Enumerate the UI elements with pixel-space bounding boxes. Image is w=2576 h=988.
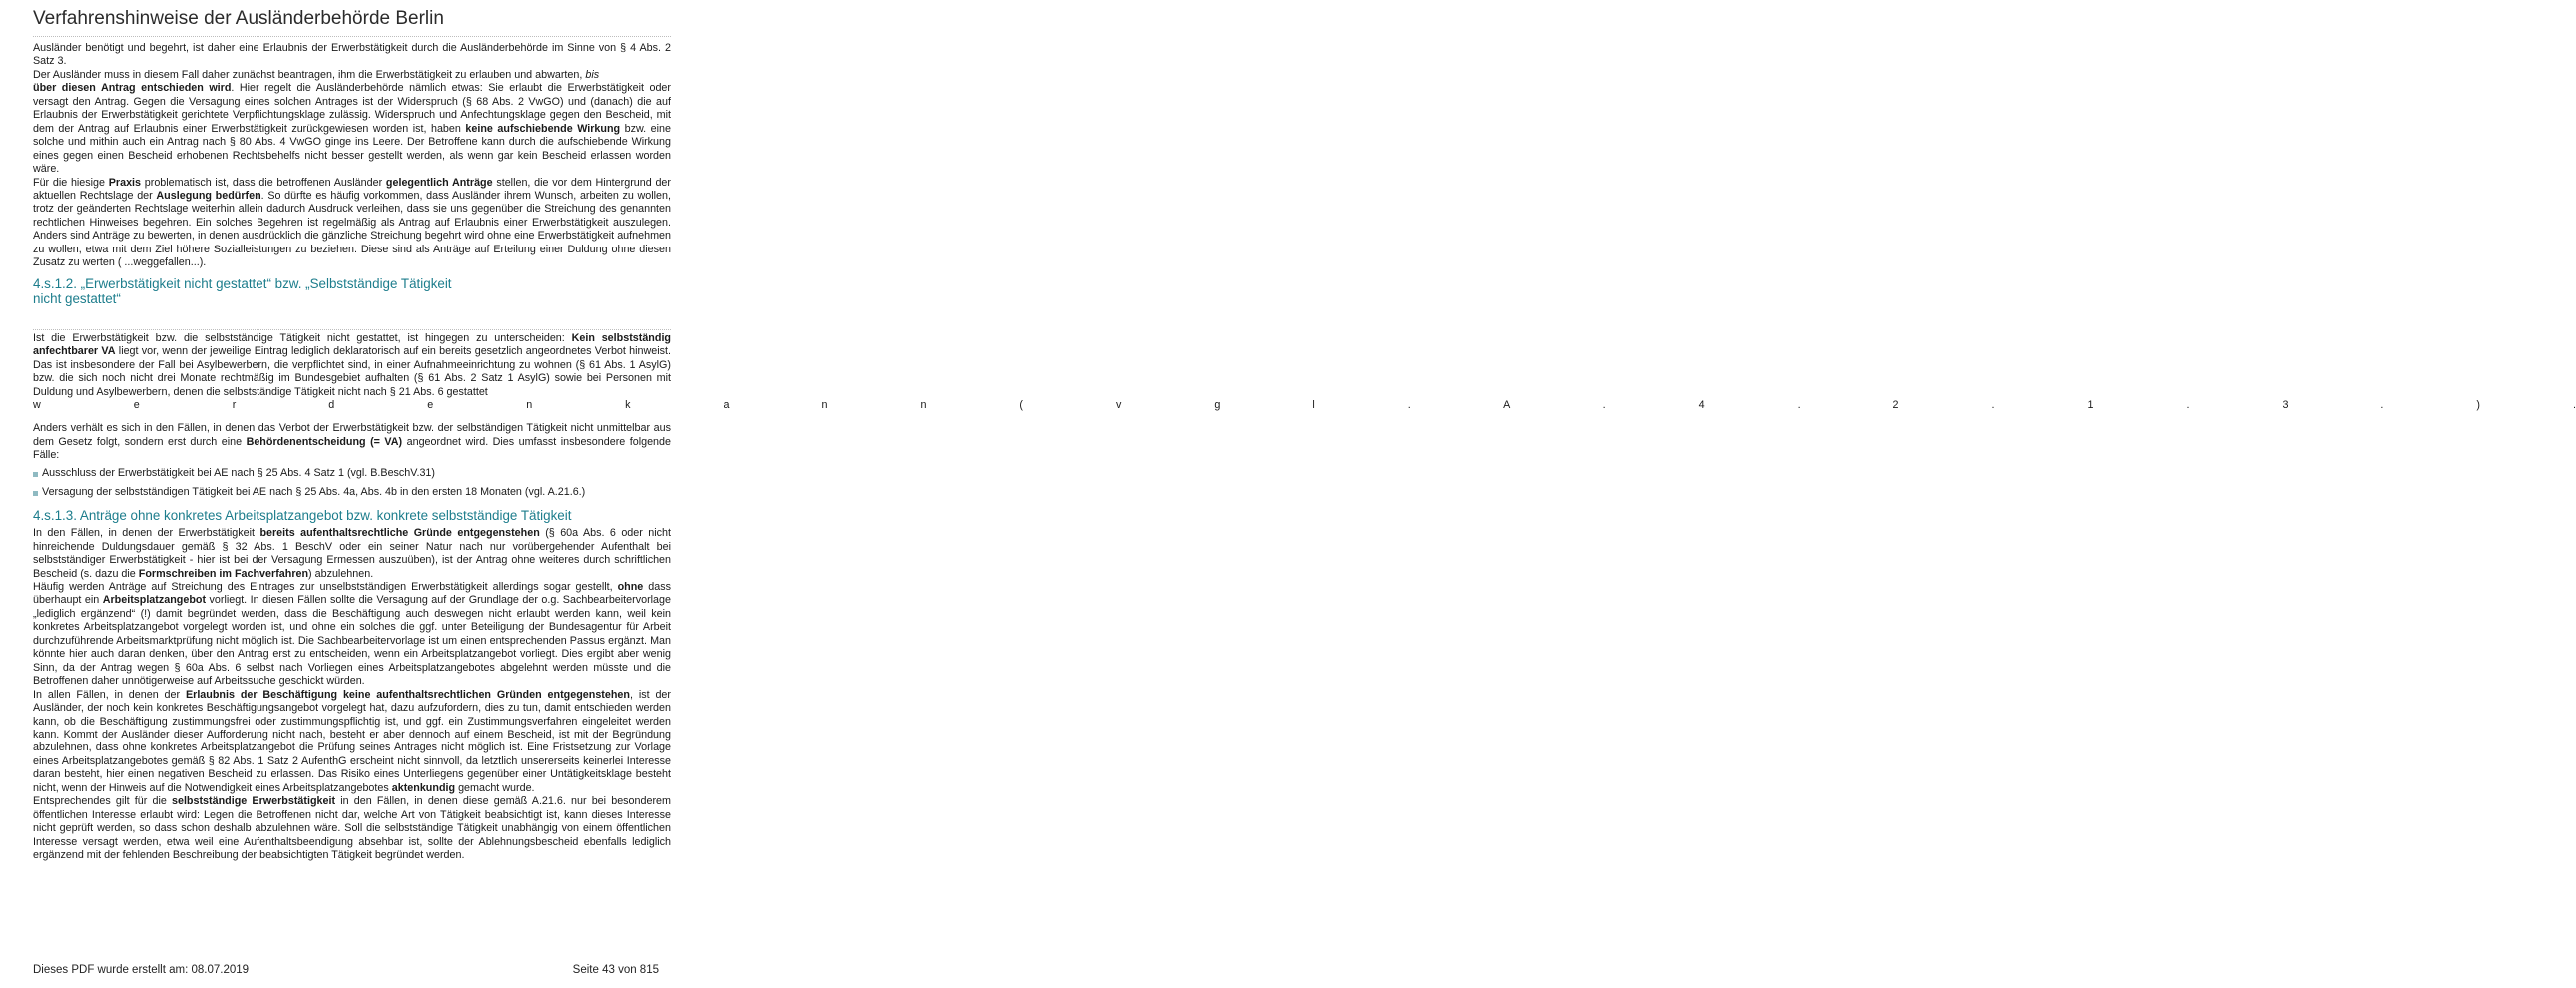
section-divider [33, 329, 671, 330]
page-number: Seite 43 von 815 [572, 964, 659, 976]
page-footer [33, 964, 659, 976]
section-heading-4s12: 4.s.1.2. „Erwerbstätigkeit nicht gestattet“ bzw. „Selbstständige Tätigkeit nicht gestattet“ [33, 275, 452, 307]
paragraph-8: In allen Fällen, in denen der Erlaubnis der Beschäftigung keine aufenthaltsrechtlichen Gründen entgegenstehen, ist der Ausländer, der noch kein konkretes Beschäftigungsangebot vorgelegt hat, dazu aufzufordern, dies zu tun, damit entschieden werden kann, ob die Beschäftigung zustimmungsfrei oder zustimmungspflichtig ist, und ggf. ein Zustimmungsverfahren eingeleitet werden kann. Kommt der Ausländer dieser Aufforderung nicht nach, besteht er aber dennoch auf einem Bescheid, ist mit der Begründung abzulehnen, dass ohne konkretes Arbeitsplatzangebot die Prüfung seines Antrages nicht möglich ist. Eine Fristsetzung zur Vorlage eines Arbeitsplatzangebotes gemäß § 82 Abs. 1 Satz 2 AufenthG erscheint nicht sinnvoll, da letztlich unsererseits keinerlei Interesse daran besteht, hier einen negativen Bescheid zu erlassen. Das Risiko eines Unterliegens gegenüber einer Untätigkeitsklage besteht nicht, wenn der Hinweis auf die Notwendigkeit eines Arbeitsplatzangebotes aktenkundig gemacht wurde. [33, 688, 671, 794]
paragraph-4: Ist die Erwerbstätigkeit bzw. die selbstständige Tätigkeit nicht gestattet, ist hingegen zu unterscheiden: Kein selbstständig anfechtbarer VA liegt vor, wenn der jeweilige Eintrag lediglich deklaratorisch auf ein bereits gesetzlich angeordnetes Verbot hinweist. Das ist insbesondere der Fall bei Asylbewerbern, die verpflichtet sind, in einer Aufnahmeeinrichtung zu wohnen (§ 61 Abs. 1 AsylG) bzw. die sich noch nicht drei Monate rechtmäßig im Bundesgebiet aufhalten (§ 61 Abs. 2 Satz 1 AsylG) sowie bei Personen mit Duldung und Asylbewerbern, denen die selbstständige Tätigkeit nicht nach § 21 Abs. 6 gestattet [33, 331, 671, 398]
section-heading-4s13: 4.s.1.3. Anträge ohne konkretes Arbeitsplatzangebot bzw. konkrete selbstständige Tätigkeit [33, 507, 572, 523]
paragraph-3: Für die hiesige Praxis problematisch ist, dass die betroffenen Ausländer gelegentlich Anträge stellen, die vor dem Hintergrund der aktuellen Rechtslage der Auslegung bedürfen. So dürfte es häufig vorkommen, dass Ausländer ihrem Wunsch, arbeiten zu wollen, trotz der geänderten Rechtslage weiterhin allein dadurch Ausdruck verleihen, dass sie uns gegenüber die Streichung des genannten rechtlichen Hinweises begehren. Ein solches Begehren ist regelmäßig als Antrag auf Erlaubnis einer Erwerbstätigkeit auszulegen. Anders sind Anträge zu bewerten, in denen ausdrücklich die gänzliche Streichung begehrt wird ohne eine Erwerbstätigkeit aufnehmen zu wollen, etwa mit dem Ziel höhere Sozialleistungen zu beziehen. Diese sind als Anträge auf Erteilung einer Duldung ohne diesen Zusatz zu werten ( ...weggefallen...). [33, 176, 671, 269]
title-divider [33, 36, 671, 37]
paragraph-1: Ausländer benötigt und begehrt, ist daher eine Erlaubnis der Erwerbstätigkeit durch die Ausländerbehörde im Sinne von § 4 Abs. 2 Satz 3. [33, 42, 671, 68]
paragraph-5: Anders verhält es sich in den Fällen, in denen das Verbot der Erwerbstätigkeit bzw. der selbständigen Tätigkeit nicht unmittelbar aus dem Gesetz folgt, sondern erst durch eine Behördenentscheidung (= VA) angeordnet wird. Dies umfasst insbesondere folgende Fälle: [33, 422, 671, 462]
case-list [33, 467, 671, 500]
document-body [33, 42, 2576, 863]
paragraph-2: Der Ausländer muss in diesem Fall daher zunächst beantragen, ihm die Erwerbstätigkeit zu erlauben und abwarten, bis über diesen Antrag entschieden wird. Hier regelt die Ausländerbehörde nämlich etwas: Sie erlaubt die Erwerbstätigkeit oder versagt den Antrag. Gegen die Versagung eines solchen Antrages ist der Widerspruch (§ 68 Abs. 2 VwGO) und (danach) die auf Erlaubnis der Erwerbstätigkeit gerichtete Verpflichtungsklage zulässig. Widerspruch und Anfechtungsklage gegen den Bescheid, mit dem der Antrag auf Erlaubnis einer Erwerbstätigkeit zurückgewiesen worden ist, haben keine aufschiebende Wirkung bzw. eine solche und mithin auch ein Antrag nach § 80 Abs. 4 VwGO ginge ins Leere. Der Betroffene kann durch die aufschiebende Wirkung eines gegen einen Bescheid erhobenen Rechtsbehelfs nicht besser gestellt werden, als wenn gar kein Bescheid erlassen worden wäre. [33, 68, 671, 176]
paragraph-7: Häufig werden Anträge auf Streichung des Eintrages zur unselbstständigen Erwerbstätigkeit allerdings sogar gestellt, ohne dass überhaupt ein Arbeitsplatzangebot vorliegt. In diesen Fällen sollte die Versagung auf der Grundlage der o.g. Sachbearbeitervorlage „lediglich ergänzend“ (!) damit begründet werden, dass die Beschäftigung auch deswegen nicht erlaubt werden kann, weil kein konkretes Arbeitsplatzangebot vorgelegt worden ist, und ohne ein solches die ggf. unter Beteiligung der Bundesagentur für Arbeit durchzuführende Arbeitsmarktprüfung nicht möglich ist. Die Sachbearbeitervorlage ist um einen entsprechenden Passus ergänzt. Man könnte hier auch daran denken, über den Antrag erst zu entscheiden, wenn ein Arbeitsplatzangebot vorliegt. Dies ergibt aber wenig Sinn, da der Antrag wegen § 60a Abs. 6 selbst nach Vorliegen eines Arbeitsplatzangebotes abgelehnt werden müsste und die Betroffenen daher unnötigerweise auf Arbeitssuche geschickt würden. [33, 581, 671, 688]
creation-date: Dieses PDF wurde erstellt am: 08.07.2019 [33, 964, 250, 976]
list-item: Versagung der selbstständigen Tätigkeit bei AE nach § 25 Abs. 4a, Abs. 4b in den ersten 18 Monaten (vgl. A.21.6.) [33, 486, 671, 499]
page-title: Verfahrenshinweise der Ausländerbehörde Berlin [33, 8, 444, 29]
paragraph-9: Entsprechendes gilt für die selbstständige Erwerbstätigkeit in den Fällen, in denen diese gemäß A.21.6. nur bei besonderem öffentlichen Interesse erlaubt wird: Legen die Betroffenen nicht dar, welche Art von Tätigkeit beabsichtigt ist, kann dieses Interesse nicht geprüft werden, so dass schon deshalb abzulehnen wäre. Soll die selbstständige Tätigkeit unabhängig von einem öffentlichen Interesse versagt werden, etwa weil eine Aufenthaltsbeendigung absehbar ist, sollte der Ablehnungsbescheid ebenfalls lediglich ergänzend mit der fehlenden Beschreibung der beabsichtigten Tätigkeit begründet werden. [33, 795, 671, 862]
paragraph-4-last-line: w e r d e n k a n n ( v g l . A . 4 . 2 . 1 . 3 . ) . [33, 398, 2576, 411]
list-item: Ausschluss der Erwerbstätigkeit bei AE nach § 25 Abs. 4 Satz 1 (vgl. B.BeschV.31) [33, 467, 671, 480]
paragraph-6: In den Fällen, in denen der Erwerbstätigkeit bereits aufenthaltsrechtliche Gründe entgegenstehen (§ 60a Abs. 6 oder nicht hinreichende Duldungsdauer gemäß § 32 Abs. 1 BeschV oder ein seiner Natur nach nur vorübergehender Aufenthalt bei selbstständiger Erwerbstätigkeit - hier ist bei der Versagung Ermessen auszuüben), ist der Antrag ohne weiteres durch schriftlichen Bescheid (s. dazu die Formschreiben im Fachverfahren) abzulehnen. [33, 527, 671, 580]
